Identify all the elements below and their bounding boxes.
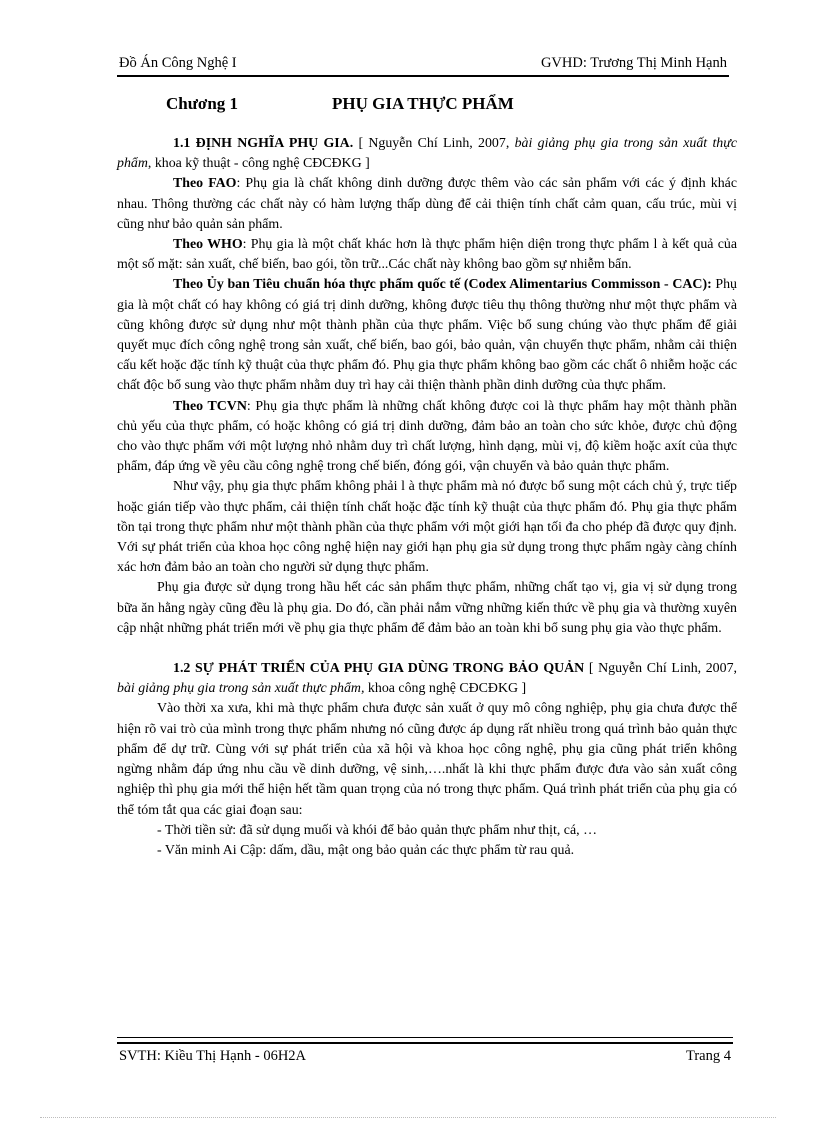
fao-text: : Phụ gia là chất không dinh dưỡng được thêm vào các sản phẩm với các ý định khác nhau. Thông thường các chất này có hàm lượng thấp dùng để cải thiện tính chất cảm quan, cấu trúc, mùi vị cũng như bảo quản sản phẩm. (117, 176, 737, 232)
section-1-1-heading (117, 134, 737, 174)
page-boundary-line (40, 1117, 776, 1118)
document-body (117, 134, 737, 861)
reference-suffix: khoa công nghệ CĐCĐKG ] (364, 681, 527, 697)
page-header (117, 55, 729, 77)
paragraph-summary: Như vậy, phụ gia thực phẩm không phải l à thực phẩm mà nó được bổ sung một cách chủ ý, trực tiếp hoặc gián tiếp vào thực phẩm, cải thiện tính chất hoặc đặc tính kỹ thuật của thực phẩm đó. Phụ gia thực phẩm tồn tại trong thực phẩm như một thành phần của thực phẩm với một giới hạn tối đa cho phép đã được quy định. Với sự phát triển của khoa học công nghệ hiện nay giới hạn phụ gia sử dụng trong thực phẩm ngày càng chính xác hơn đảm bảo an toàn cho người sử dụng thực phẩm. (117, 479, 737, 576)
chapter-number: Chương 1 (166, 94, 239, 113)
paragraph-history: Vào thời xa xưa, khi mà thực phẩm chưa được sản xuất ở quy mô công nghiệp, phụ gia chưa được thể hiện rõ vai trò của mình trong thực phẩm nhưng nó cũng được áp dụng rất nhiều trong quá trình bảo quản thực phẩm để dự trữ. Cùng với sự phát triển của xã hội và khoa học công nghệ, phụ gia cũng phát triển không ngừng nhằm đáp ứng nhu cầu về dinh dưỡng, vệ sinh,….nhất là khi thực phẩm được đưa vào sản xuất công nghiệp thì phụ gia mới thể hiện hết tầm quan trọng của nó trong thực phẩm. Quá trình phát triển của phụ gia có thể tóm tắt qua các giai đoạn sau: (117, 701, 737, 818)
reference-prefix: [ Nguyễn Chí Linh, 2007, (584, 661, 737, 677)
paragraph-usage: Phụ gia được sử dụng trong hầu hết các sản phẩm thực phẩm, những chất tạo vị, gia vị sử dụng trong bữa ăn hằng ngày cũng đều là phụ gia. Do đó, cần phải nắm vững những kiến thức về phụ gia và thường xuyên cập nhật những phát triển mới về phụ gia thực phẩm để đảm bảo an toàn khi bổ sung phụ gia vào thực phẩm. (117, 580, 737, 636)
page-number: Trang 4 (686, 1048, 731, 1064)
tcvn-label: Theo TCVN (173, 398, 247, 414)
footer-student: SVTH: Kiều Thị Hạnh - 06H2A (119, 1048, 307, 1064)
header-instructor: GVHD: Trương Thị Minh Hạnh (540, 55, 727, 71)
reference-suffix: , khoa kỹ thuật - công nghệ CĐCĐKG ] (147, 156, 370, 172)
who-text: : Phụ gia là một chất khác hơn là thực phẩm hiện diện trong thực phẩm l à kết quả của một số mặt: sản xuất, chế biến, bao gói, tồn trữ...Các chất này không bao gồm sự nhiễm bẩn. (117, 237, 737, 273)
paragraph-who (117, 235, 737, 275)
reference-prefix: [ Nguyễn Chí Linh, 2007, (353, 136, 515, 151)
fao-label: Theo FAO (173, 176, 237, 192)
codex-text: Phụ gia là một chất có hay không có giá trị dinh dưỡng, không được tiêu thụ thông thường như một thực phẩm và cũng không được sử dụng như một thành phần của thực phẩm. Việc bổ sung chúng vào thực phẩm để giải quyết mục đích công nghệ trong sản xuất, chế biến, bao gói, bảo quản, vận chuyển thực phẩm, nhằm cải thiện cấu kết hoặc đặc tính kỹ thuật của thực phẩm đó. Phụ gia thực phẩm không bao gồm các chất ô nhiễm hoặc các chất độc bổ sung vào thực phẩm nhằm duy trì hay cải thiện thành phần dinh dưỡng của thực phẩm. (117, 277, 738, 394)
who-label: Theo WHO (173, 237, 243, 253)
section-1-2-heading (117, 659, 737, 699)
tcvn-text: : Phụ gia thực phẩm là những chất không được coi là thực phẩm hay một thành phần chủ yếu của thực phẩm, có hoặc không có giá trị dinh dưỡng, đảm bảo an toàn cho sức khỏe, được chủ động cho vào thực phẩm với một lượng nhỏ nhằm duy trì chất lượng, hình dạng, mùi vị, độ kiềm hoặc axít của thực phẩm, đáp ứng về yêu cầu công nghệ trong chế biến, đóng gói, vận chuyển và bảo quản thực phẩm. (117, 398, 737, 475)
list-item: - Thời tiền sử: đã sử dụng muối và khói để bảo quản thực phẩm như thịt, cá, … (157, 822, 597, 838)
section-heading-text: 1.2 SỰ PHÁT TRIỂN CỦA PHỤ GIA DÙNG TRONG BẢO QUẢN (173, 661, 585, 677)
reference-title: bài giảng phụ gia trong sản xuất thực phẩm (117, 136, 737, 172)
codex-label: Theo Ủy ban Tiêu chuẩn hóa thực phẩm quốc tế (Codex Alimentarius Commisson - CAC): (173, 277, 712, 293)
section-heading-text: 1.1 ĐỊNH NGHĨA PHỤ GIA. (173, 136, 354, 151)
paragraph-tcvn (117, 397, 737, 478)
paragraph-fao (117, 174, 737, 235)
page-footer (117, 1048, 731, 1068)
header-course-title: Đồ Án Công Nghệ I (119, 55, 237, 71)
reference-title: bài giảng phụ gia trong sản xuất thực phẩm, (117, 681, 365, 697)
paragraph-codex (117, 275, 737, 396)
footer-divider (117, 1037, 733, 1044)
chapter-name: PHỤ GIA THỰC PHẨM (332, 94, 514, 113)
list-item: - Văn minh Ai Cập: dấm, dầu, mật ong bảo quản các thực phẩm từ rau quả. (157, 842, 575, 858)
chapter-title (166, 94, 514, 114)
